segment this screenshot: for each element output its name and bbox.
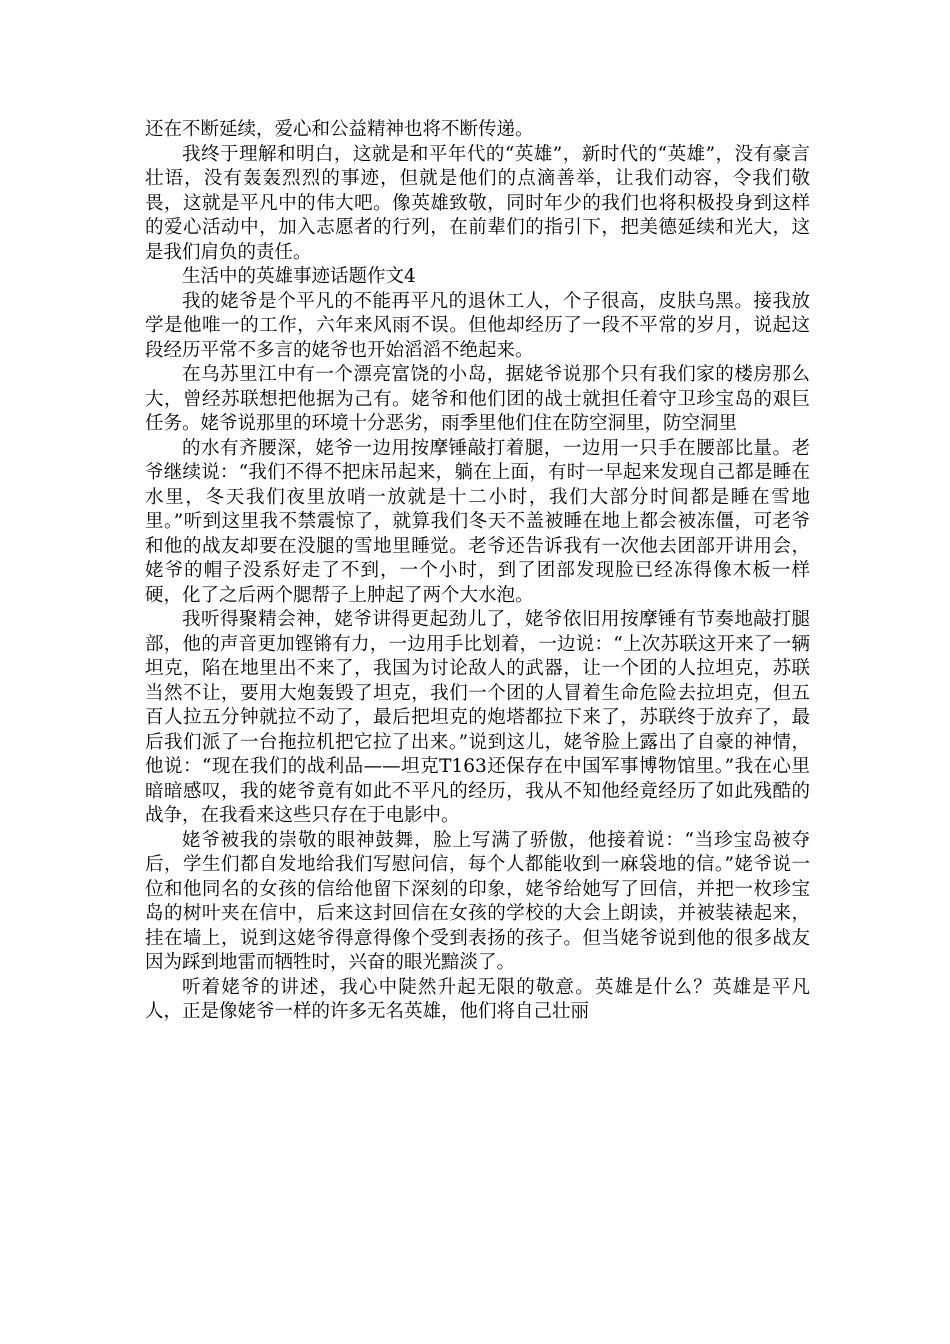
essay-heading: 生活中的英雄事迹话题作文4 bbox=[182, 266, 416, 287]
paragraph: 我终于理解和明白，这就是和平年代的“英雄”，新时代的“英雄”，没有豪言壮语，没有轰轰烈烈的事迹，但就是他们的点滴善举，让我们动容，令我们敬畏，这就是平凡中的伟大吧。像英雄致敬，同时年少的我们也将积极投身到这样的爱心活动中，加入志愿者的行列，在前辈们的指引下，把美德延续和光大，这是我们肩负的责任。 bbox=[145, 143, 810, 263]
paragraph: 我的姥爷是个平凡的不能再平凡的退休工人，个子很高，皮肤乌黑。接我放学是他唯一的工作，六年来风雨不误。但他却经历了一段不平常的岁月，说起这段经历平常不多言的姥爷也开始滔滔不绝起来。 bbox=[145, 290, 810, 361]
paragraph: 在乌苏里江中有一个漂亮富饶的小岛，据姥爷说那个只有我们家的楼房那么大，曾经苏联想把他据为己有。姥爷和他们团的战士就担任着守卫珍宝岛的艰巨任务。姥爷说那里的环境十分恶劣，雨季里他们住在防空洞里，防空洞里 bbox=[145, 364, 810, 434]
paragraph: 姥爷被我的崇敬的眼神鼓舞，脸上写满了骄傲，他接着说：“当珍宝岛被夺后，学生们都自发地给我们写慰问信，每个人都能收到一麻袋地的信。”姥爷说一位和他同名的女孩的信给他留下深刻的印象，姥爷给她写了回信，并把一枚珍宝岛的树叶夹在信中，后来这封回信在女孩的学校的大会上朗读，并被装裱起来，挂在墙上，说到这姥爷得意得像个受到表扬的孩子。但当姥爷说到他的很多战友因为踩到地雷而牺牲时，兴奋的眼光黯淡了。 bbox=[145, 829, 810, 973]
paragraph: 我听得聚精会神，姥爷讲得更起劲儿了，姥爷依旧用按摩锤有节奏地敲打腿部，他的声音更加铿锵有力，一边用手比划着，一边说：“上次苏联这开来了一辆坦克，陷在地里出不来了，我国为讨论敌人的武器，让一个团的人拉坦克，苏联当然不让，要用大炮轰毁了坦克，我们一个团的人冒着生命危险去拉坦克，但五百人拉五分钟就拉不动了，最后把坦克的炮塔都拉下来了，苏联终于放弃了，最后我们派了一台拖拉机把它拉了出来。”说到这儿，姥爷脸上露出了自豪的神情，他说：“现在我们的战利品——坦克T163还保存在中国军事博物馆里。”我在心里暗暗感叹，我的姥爷竟有如此不平凡的经历，我从不知他经竟经历了如此残酷的战争，在我看来这些只存在于电影中。 bbox=[145, 609, 810, 826]
paragraph: 的水有齐腰深，姥爷一边用按摩锤敲打着腿，一边用一只手在腰部比量。老爷继续说：“我们不得不把床吊起来，躺在上面，有时一早起来发现自己都是睡在水里，冬天我们夜里放哨一放就是十二小时，我们大部分时间都是睡在雪地里。”听到这里我不禁震惊了，就算我们冬天不盖被睡在地上都会被冻僵，可老爷和他的战友却要在没腿的雪地里睡觉。老爷还告诉我有一次他去团部开讲用会，姥爷的帽子没系好走了不到，一个小时，到了团部发现脸已经冻得像木板一样硬，化了之后两个腮帮子上肿起了两个大水泡。 bbox=[145, 437, 810, 606]
paragraph: 听着姥爷的讲述，我心中陡然升起无限的敬意。英雄是什么？英雄是平凡人，正是像姥爷一样的许多无名英雄，他们将自己壮丽 bbox=[145, 976, 810, 1022]
document-page bbox=[145, 118, 810, 1025]
paragraph: 还在不断延续，爱心和公益精神也将不断传递。 bbox=[145, 119, 534, 140]
